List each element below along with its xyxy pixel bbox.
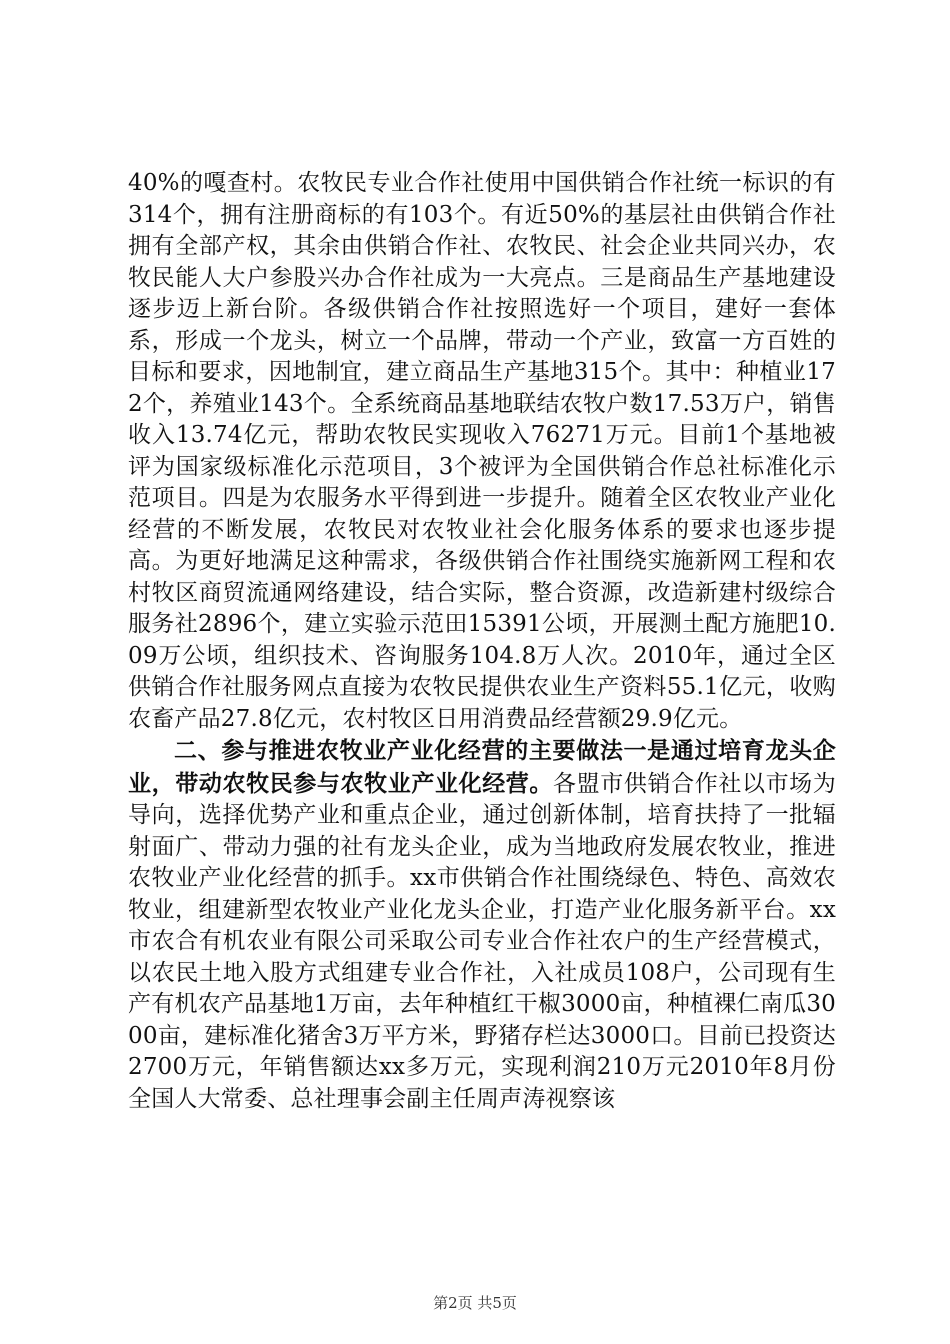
paragraph-continued: 40%的嘎查村。农牧民专业合作社使用中国供销合作社统一标识的有314个，拥有注册商标的有103个。有近50%的基层社由供销合作社拥有全部产权，其余由供销合作社、农牧民、社会企业共同兴办，农牧民能人大户参股兴办合作社成为一大亮点。三是商品生产基地建设逐步迈上新台阶。各级供销合作社按照选好一个项目，建好一套体系，形成一个龙头，树立一个品牌，带动一个产业，致富一方百姓的目标和要求，因地制宜，建立商品生产基地315个。其中：种植业172个，养殖业143个。全系统商品基地联结农牧户数17.53万户，销售收入13.74亿元，帮助农牧民实现收入76271万元。目前1个基地被评为国家级标准化示范项目，3个被评为全国供销合作总社标准化示范项目。四是为农服务水平得到进一步提升。随着全区农牧业产业化经营的不断发展，农牧民对农牧业社会化服务体系的要求也逐步提高。为更好地满足这种需求，各级供销合作社围绕实施新网工程和农村牧区商贸流通网络建设，结合实际，整合资源，改造新建村级综合服务社2896个，建立实验示范田15391公顷，开展测土配方施肥10.09万公顷，组织技术、咨询服务104.8万人次。2010年，通过全区供销合作社服务网点直接为农牧民提供农业生产资料55.1亿元，收购农畜产品27.8亿元，农村牧区日用消费品经营额29.9亿元。 xyxy=(128,170,836,732)
section-two-heading: 二、参与推进农牧业产业化经营的主要做法一是通过培育龙头企业，带动农牧民参与农牧业产业化经营。 xyxy=(128,737,836,797)
section-two-text: 各盟市供销合作社以市场为导向，选择优势产业和重点企业，通过创新体制，培育扶持了一批辐射面广、带动力强的社有龙头企业，成为当地政府发展农牧业，推进农牧业产业化经营的抓手。xx市供销合作社围绕绿色、特色、高效农牧业，组建新型农牧业产业化龙头企业，打造产业化服务新平台。xx市农合有机农业有限公司采取公司专业合作社农户的生产经营模式，以农民土地入股方式组建专业合作社，入社成员108户，公司现有生产有机农产品基地1万亩，去年种植红干椒3000亩，种植裸仁南瓜3000亩，建标准化猪舍3万平方米，野猪存栏达3000口。目前已投资达2700万元，年销售额达xx多万元，实现利润210万元2010年8月份全国人大常委、总社理事会副主任周声涛视察该 xyxy=(128,770,836,1112)
document-body xyxy=(128,168,836,1115)
page-footer: 第2页 共5页 xyxy=(433,1294,517,1312)
paragraph-section-two xyxy=(128,735,836,1115)
